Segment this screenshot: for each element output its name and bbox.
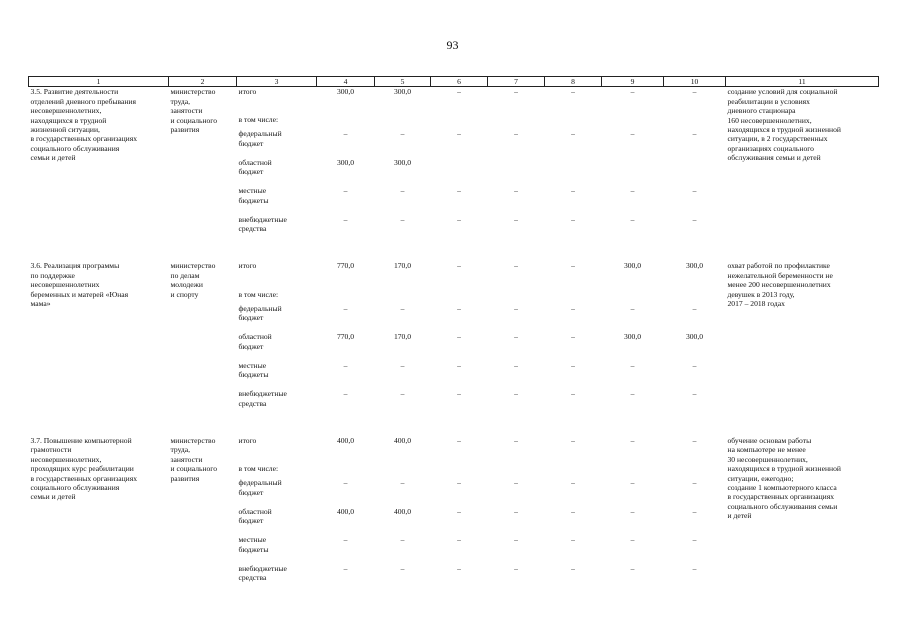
amount-cell: 400,0 (336, 506, 355, 516)
amount-cell: – (571, 360, 575, 370)
amount-cell: – (400, 563, 405, 573)
program-table (28, 76, 879, 592)
amount-cell: – (457, 332, 461, 342)
amount-cell (375, 464, 431, 478)
amount-cell: – (457, 563, 461, 573)
amount-cell: – (343, 214, 348, 224)
amount-cell: – (400, 129, 405, 139)
amount-cell: 300,0 (393, 157, 412, 167)
funding-source-cell: внебюджетные средства (238, 214, 287, 234)
funding-source-cell: федеральный бюджет (238, 303, 282, 323)
amount-cell: – (400, 303, 405, 313)
amount-cell: – (457, 478, 461, 488)
amount-cell: – (457, 435, 461, 445)
amount-cell (664, 290, 726, 304)
amount-cell: – (692, 435, 697, 445)
amount-cell: – (571, 261, 575, 271)
amount-cell: – (571, 214, 575, 224)
executor-cell: министерство труда, занятости и социального развития (170, 87, 218, 135)
amount-cell (317, 115, 375, 129)
amount-cell (431, 464, 488, 478)
amount-cell: – (630, 435, 635, 445)
amount-cell: – (457, 87, 461, 97)
amount-cell (602, 290, 664, 304)
amount-cell: – (514, 186, 518, 196)
column-header: 10 (664, 77, 726, 87)
amount-cell: – (630, 186, 635, 196)
amount-cell: – (343, 129, 348, 139)
amount-cell: – (571, 332, 575, 342)
amount-cell: – (514, 332, 518, 342)
amount-cell: – (692, 563, 697, 573)
amount-cell: – (457, 360, 461, 370)
amount-cell (431, 115, 488, 129)
section-spacer (29, 243, 879, 261)
amount-cell: – (692, 214, 697, 224)
amount-cell: – (514, 87, 518, 97)
amount-cell: – (343, 360, 348, 370)
column-header: 4 (317, 77, 375, 87)
amount-cell (664, 158, 726, 187)
funding-source-cell: в том числе: (238, 115, 279, 125)
amount-cell: – (692, 478, 697, 488)
amount-cell (545, 290, 602, 304)
amount-cell: – (571, 303, 575, 313)
amount-cell (545, 464, 602, 478)
amount-cell: 770,0 (336, 261, 355, 271)
table-row (29, 261, 879, 290)
amount-cell: – (457, 535, 461, 545)
amount-cell: 300,0 (685, 261, 704, 271)
amount-cell: 170,0 (393, 332, 412, 342)
table-row (29, 436, 879, 465)
funding-source-cell: итого (238, 261, 257, 271)
amount-cell: – (630, 129, 635, 139)
expected-result-cell: создание условий для социальной реабилитации в условиях дневного стационара 160 несовершеннолетних, находящихся в трудной жизненной ситуации, в 2 государственных организациях социального обслуживания семьи и детей (727, 87, 841, 163)
amount-cell: – (457, 389, 461, 399)
amount-cell: – (343, 478, 348, 488)
amount-cell: 770,0 (336, 332, 355, 342)
funding-source-cell: итого (238, 87, 257, 97)
funding-source-cell: в том числе: (238, 289, 279, 299)
column-header: 2 (169, 77, 237, 87)
funding-source-cell: областной бюджет (238, 157, 272, 177)
amount-cell: – (514, 389, 518, 399)
amount-cell (545, 158, 602, 187)
amount-cell: – (457, 186, 461, 196)
amount-cell: – (692, 360, 697, 370)
amount-cell: – (343, 303, 348, 313)
amount-cell: – (630, 478, 635, 488)
executor-cell: министерство труда, занятости и социального развития (170, 435, 218, 483)
expected-result-cell: обучение основам работы на компьютере не менее 30 несовершеннолетних, находящихся в трудной жизненной ситуации, ежегодно; создание 1 компьютерного класса в государственных организациях социального обслуживания семьи и детей (727, 435, 841, 521)
amount-cell (488, 115, 545, 129)
amount-cell: 300,0 (393, 87, 412, 97)
amount-cell: – (343, 535, 348, 545)
amount-cell: – (343, 389, 348, 399)
activity-name-cell: 3.6. Реализация программы по поддержке несовершеннолетних беременных и матерей «Юная мама» (30, 261, 129, 309)
amount-cell (545, 115, 602, 129)
column-header: 7 (488, 77, 545, 87)
amount-cell: – (571, 389, 575, 399)
activity-name-cell: 3.7. Повышение компьютерной грамотности несовершеннолетних, проходящих курс реабилитации в государственных организациях социального обслуживания семьи и детей (30, 435, 138, 502)
amount-cell: – (692, 506, 697, 516)
amount-cell: – (400, 478, 405, 488)
activity-name-cell: 3.5. Развитие деятельности отделений дневного пребывания несовершеннолетних, находящихся в трудной жизненной ситуации, в государственных организациях социального обслуживания семьи и детей (30, 87, 138, 163)
executor-cell: министерство по делам молодежи и спорту (170, 261, 216, 299)
amount-cell: – (571, 186, 575, 196)
amount-cell (488, 290, 545, 304)
amount-cell: – (630, 506, 635, 516)
column-header: 6 (431, 77, 488, 87)
amount-cell (317, 464, 375, 478)
table-body (29, 87, 879, 593)
expected-result-cell: охват работой по профилактике нежелательной беременности не менее 200 несовершеннолетних девушек в 2013 году, 2017 – 2018 годах (727, 261, 833, 309)
amount-cell: – (630, 563, 635, 573)
column-header: 3 (237, 77, 317, 87)
amount-cell: 300,0 (685, 332, 704, 342)
column-number-row (29, 77, 879, 87)
amount-cell: – (400, 389, 405, 399)
amount-cell: – (400, 360, 405, 370)
amount-cell: – (571, 87, 575, 97)
funding-source-cell: областной бюджет (238, 332, 272, 351)
funding-source-cell: федеральный бюджет (238, 478, 282, 497)
amount-cell (431, 158, 488, 187)
amount-cell (488, 464, 545, 478)
amount-cell: – (630, 360, 635, 370)
amount-cell: – (400, 214, 405, 224)
amount-cell: – (343, 186, 348, 196)
amount-cell: 300,0 (336, 87, 355, 97)
amount-cell: – (630, 535, 635, 545)
column-header: 9 (602, 77, 664, 87)
amount-cell: 400,0 (336, 435, 355, 445)
amount-cell: – (571, 435, 575, 445)
amount-cell (602, 115, 664, 129)
amount-cell: – (692, 303, 697, 313)
amount-cell: – (692, 87, 697, 97)
amount-cell: – (514, 563, 518, 573)
amount-cell: – (457, 261, 461, 271)
funding-source-cell: местные бюджеты (238, 535, 269, 554)
amount-cell: – (400, 535, 405, 545)
funding-source-cell: местные бюджеты (238, 360, 269, 380)
amount-cell: – (514, 435, 518, 445)
amount-cell: – (514, 360, 518, 370)
funding-source-cell: внебюджетные средства (238, 563, 287, 583)
amount-cell (375, 290, 431, 304)
amount-cell: – (514, 478, 518, 488)
amount-cell (375, 115, 431, 129)
amount-cell: 300,0 (623, 261, 642, 271)
amount-cell: – (457, 303, 461, 313)
amount-cell: – (457, 214, 461, 224)
amount-cell (488, 158, 545, 187)
amount-cell: 400,0 (393, 435, 412, 445)
amount-cell: – (457, 129, 461, 139)
amount-cell: – (630, 214, 635, 224)
funding-source-cell: в том числе: (238, 464, 279, 474)
amount-cell (317, 290, 375, 304)
amount-cell: – (457, 506, 461, 516)
column-header: 11 (726, 77, 879, 87)
amount-cell: – (630, 389, 635, 399)
amount-cell: – (571, 506, 575, 516)
amount-cell: 300,0 (336, 157, 355, 167)
table-row (29, 87, 879, 116)
amount-cell: – (514, 214, 518, 224)
amount-cell: – (692, 129, 697, 139)
amount-cell: – (400, 186, 405, 196)
column-header: 1 (29, 77, 169, 87)
funding-source-cell: итого (238, 435, 257, 445)
funding-source-cell: местные бюджеты (238, 186, 269, 205)
amount-cell: 170,0 (393, 261, 412, 271)
amount-cell: – (630, 87, 635, 97)
amount-cell: 300,0 (623, 332, 642, 342)
spacer-cell (29, 418, 879, 436)
funding-source-cell: федеральный бюджет (238, 129, 282, 148)
amount-cell: – (514, 261, 518, 271)
section-spacer (29, 418, 879, 436)
amount-cell: – (692, 186, 697, 196)
amount-cell: – (571, 535, 575, 545)
spacer-cell (29, 243, 879, 261)
amount-cell (664, 464, 726, 478)
funding-source-cell: областной бюджет (238, 506, 272, 526)
amount-cell: – (514, 535, 518, 545)
amount-cell: – (571, 478, 575, 488)
amount-cell: – (630, 303, 635, 313)
amount-cell: – (571, 129, 575, 139)
amount-cell: – (571, 563, 575, 573)
amount-cell (602, 464, 664, 478)
column-header: 8 (545, 77, 602, 87)
funding-source-cell: внебюджетные средства (238, 389, 287, 408)
amount-cell: – (514, 506, 518, 516)
amount-cell: – (514, 129, 518, 139)
amount-cell: – (343, 563, 348, 573)
amount-cell (431, 290, 488, 304)
amount-cell (602, 158, 664, 187)
amount-cell: – (692, 535, 697, 545)
amount-cell (664, 115, 726, 129)
page-number: 93 (446, 38, 459, 52)
amount-cell: 400,0 (393, 506, 412, 516)
column-header: 5 (375, 77, 431, 87)
amount-cell: – (692, 389, 697, 399)
amount-cell: – (514, 303, 518, 313)
